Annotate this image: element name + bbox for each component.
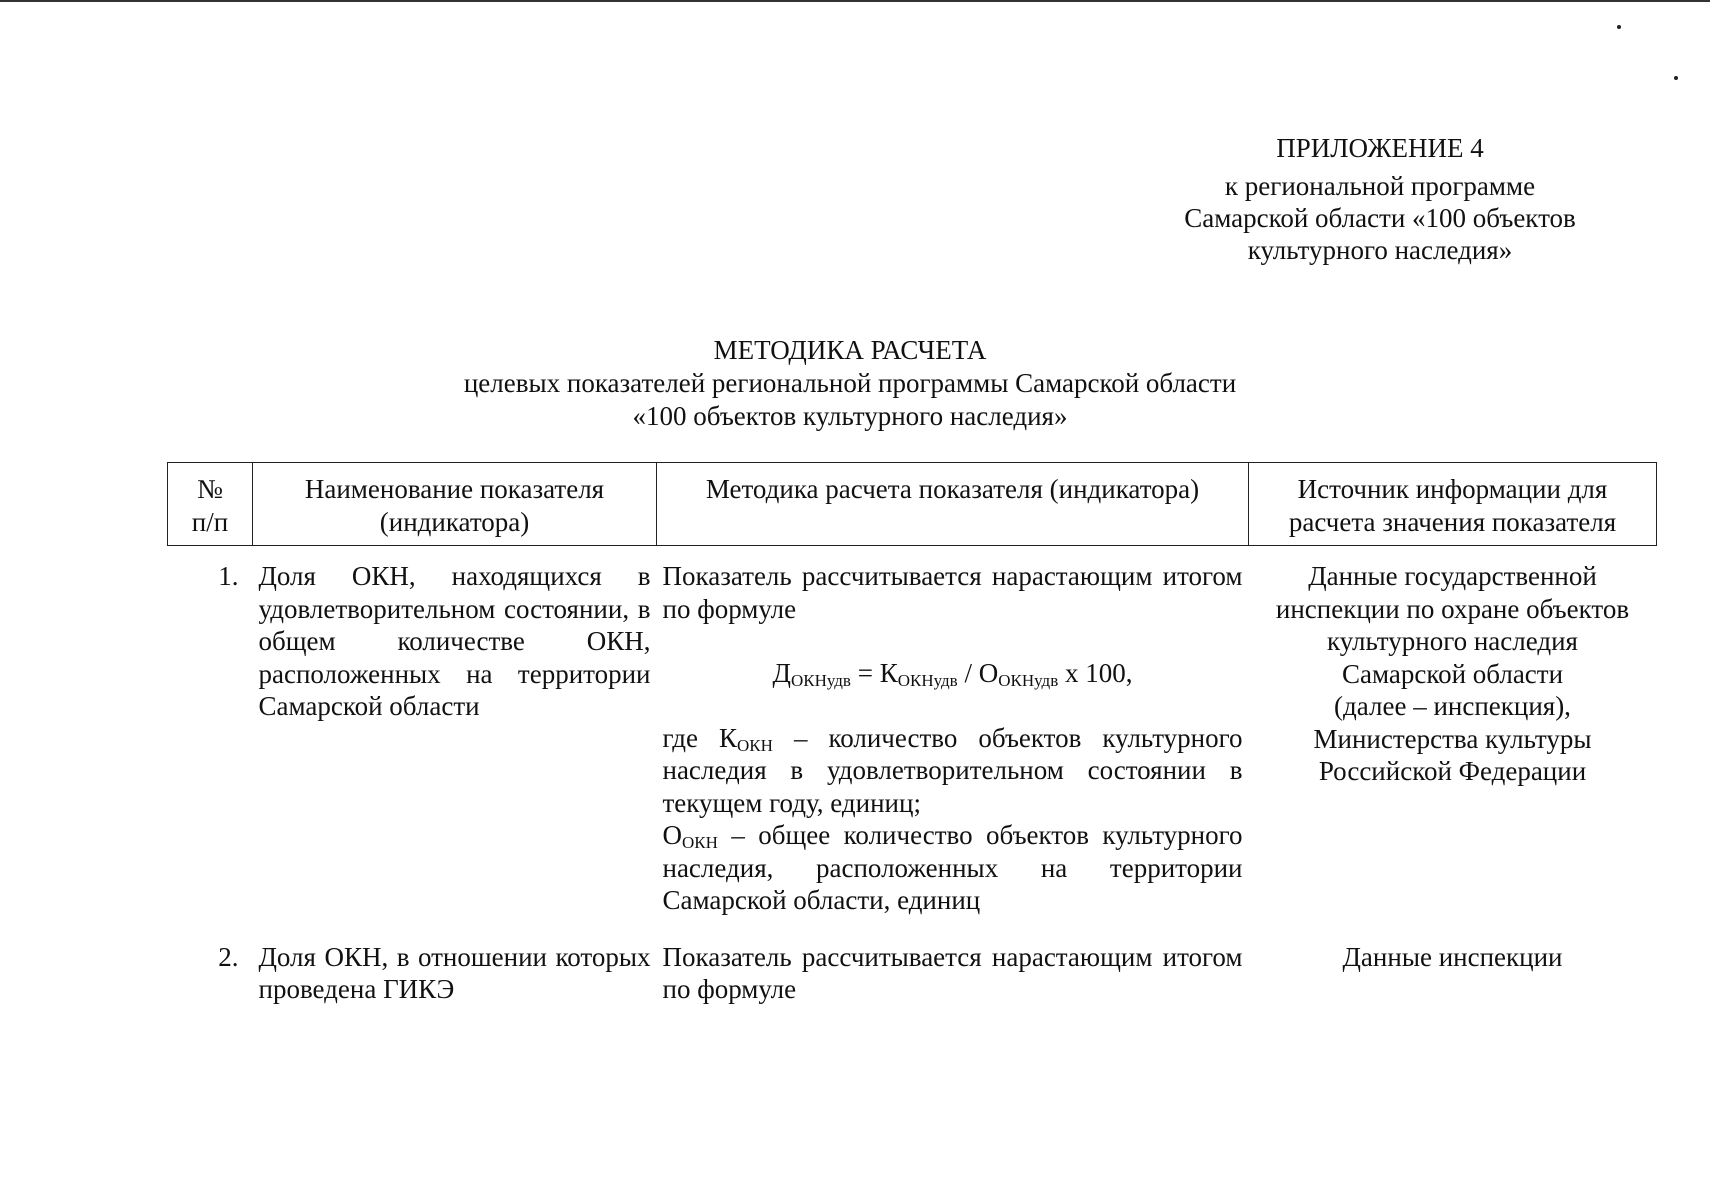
indicators-table (167, 462, 1657, 1006)
header-source-line: расчета значения показателя (1288, 506, 1617, 537)
source-line: (далее – инспекция), (1334, 691, 1571, 721)
source-line: инспекции по охране объектов (1275, 593, 1630, 624)
source-line: Данные государственной (1308, 561, 1597, 591)
header-name-line: Наименование показателя (304, 474, 605, 504)
definition-text: – количество объектов культурного наследия в удовлетворительном состоянии в текущем году, единиц; (662, 722, 1243, 818)
table-header-row (168, 463, 1657, 546)
top-border-line (0, 0, 1710, 2)
header-method-line: Методика расчета показателя (индикатора) (705, 474, 1200, 504)
formula-tail: х 100, (1058, 658, 1133, 688)
scan-speck (1617, 25, 1621, 29)
header-source-line: Источник информации для (1297, 474, 1608, 504)
header-indicator-name (253, 463, 657, 546)
header-number-line: № (197, 474, 223, 504)
document-heading (300, 334, 1400, 433)
table-row (168, 917, 1657, 1006)
header-method (657, 463, 1249, 546)
method-intro: Показатель рассчитывается нарастающим итогом по формуле (662, 561, 1243, 624)
formula-symbol: О (978, 658, 999, 688)
method-cell (657, 546, 1249, 917)
source-cell (1249, 546, 1657, 917)
indicator-name: Доля ОКН, в отношении которых проведена ГИКЭ (258, 941, 651, 1004)
source-line: культурного наследия (1327, 626, 1578, 656)
source-line: Министерства культуры (1313, 723, 1592, 754)
header-name-line: (индикатора) (379, 506, 530, 537)
header-number (168, 463, 253, 546)
formula-symbol: К (879, 658, 898, 688)
heading-subtitle: целевых показателей региональной программы Самарской области (463, 368, 1237, 398)
method-intro: Показатель рассчитывается нарастающим итогом по формуле (662, 941, 1243, 1004)
formula (663, 657, 1243, 690)
appendix-line: Самарской области «100 объектов (1184, 203, 1576, 233)
appendix-line: культурного наследия» (1247, 235, 1513, 265)
formula-operator: / (957, 658, 979, 688)
formula-operator: = (850, 658, 880, 688)
formula-symbol: Д (772, 658, 791, 688)
definition-k (663, 722, 1243, 820)
appendix-block (1100, 132, 1660, 266)
formula-subscript: ОКНудв (998, 671, 1059, 690)
definition-subscript: ОКН (682, 833, 718, 852)
row-number: 1. (218, 561, 239, 591)
source-cell: Данные инспекции (1342, 941, 1563, 972)
header-number-line: п/п (191, 506, 229, 537)
definition-symbol: где К (662, 722, 737, 753)
appendix-title: ПРИЛОЖЕНИЕ 4 (1276, 133, 1484, 163)
source-line: Российской Федерации (1318, 756, 1587, 786)
appendix-line: к региональной программе (1224, 171, 1536, 201)
indicator-name: Доля ОКН, находящихся в удовлетворительном состоянии, в общем количестве ОКН, расположенных на территории Самарской области (258, 561, 651, 721)
header-source (1249, 463, 1657, 546)
source-line: Самарской области (1341, 658, 1564, 689)
heading-title: МЕТОДИКА РАСЧЕТА (713, 335, 987, 365)
scan-speck (1674, 76, 1678, 80)
heading-subtitle: «100 объектов культурного наследия» (632, 401, 1068, 431)
method-cell (657, 917, 1249, 1006)
table-row (168, 546, 1657, 917)
row-number: 2. (218, 941, 239, 972)
formula-subscript: ОКНудв (790, 671, 851, 690)
definition-subscript: ОКН (737, 735, 773, 755)
formula-subscript: ОКНудв (897, 671, 958, 690)
definition-symbol: О (662, 820, 682, 850)
definition-text: – общее количество объектов культурного наследия, расположенных на территории Самарской области, единиц (662, 820, 1243, 915)
definition-o (663, 819, 1243, 917)
